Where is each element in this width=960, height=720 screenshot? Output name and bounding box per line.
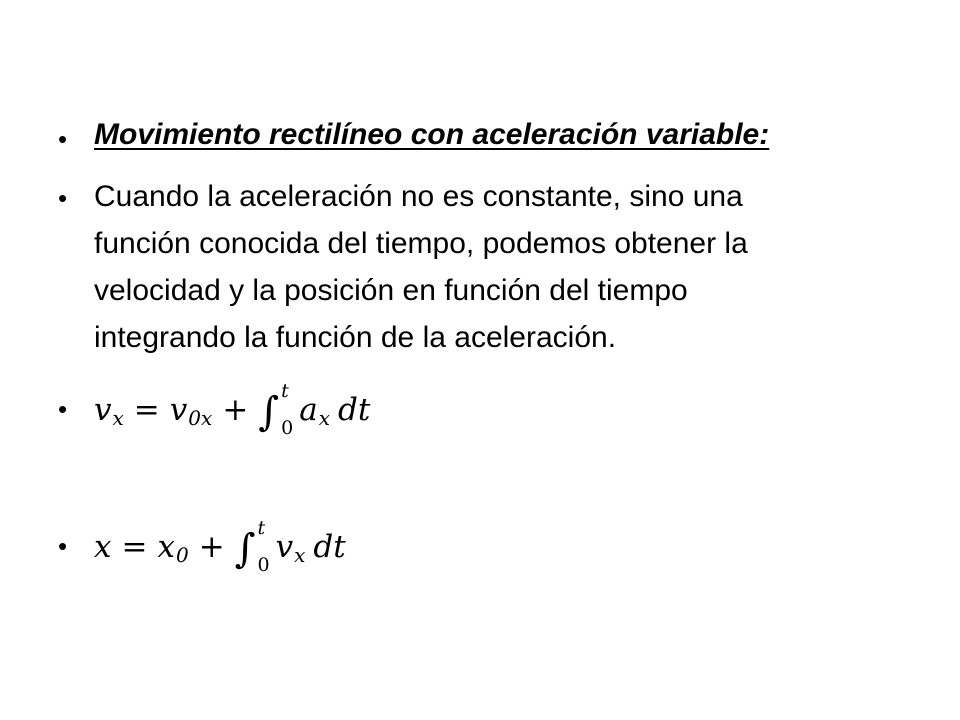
eq2-plus: +: [198, 529, 225, 565]
equation-velocity: [94, 378, 914, 442]
eq1-lhs-sub: x: [112, 406, 124, 430]
integral-sign-icon: ∫: [258, 389, 280, 435]
eq1-upper-limit: t: [281, 380, 289, 402]
eq1-lower-limit: 0: [281, 417, 294, 439]
bullet-dot: •: [58, 183, 68, 213]
eq1-differential: dt: [338, 392, 371, 428]
eq2-equals: =: [121, 529, 148, 565]
bullet-dot: •: [58, 394, 68, 424]
eq1-plus: +: [222, 392, 249, 428]
slide-paragraph: Cuando la aceleración no es constante, sino una función conocida del tiempo, podemos obtener la velocidad y la posición en función del tiempo integrando la función de la aceleración.: [94, 180, 748, 354]
eq2-integrand-var: v: [275, 529, 294, 565]
bullet-dot: •: [58, 531, 68, 561]
eq1-equals: =: [133, 392, 160, 428]
eq2-lower-limit: 0: [257, 554, 270, 576]
eq2-upper-limit: t: [257, 517, 266, 539]
eq2-term-var: x: [157, 529, 175, 565]
eq1-integral: [258, 382, 293, 438]
eq1-term-var: v: [169, 392, 188, 428]
eq2-lhs-var: x: [94, 529, 112, 565]
integral-sign-icon: ∫: [234, 526, 256, 572]
eq2-limits: [258, 519, 270, 575]
eq1-limits: [281, 382, 293, 438]
eq2-integral: [235, 519, 270, 575]
eq1-term-sub: 0x: [188, 406, 213, 430]
eq2-integrand-sub: x: [294, 543, 306, 567]
heading-text-wrap: [94, 118, 914, 152]
bullet-dot: •: [58, 124, 68, 154]
eq1-integrand-sub: x: [318, 406, 330, 430]
equation-position: [94, 515, 914, 579]
slide-heading: Movimiento rectilíneo con aceleración variable:: [94, 118, 770, 151]
eq2-term-sub: 0: [175, 543, 189, 567]
eq2-differential: dt: [313, 529, 346, 565]
eq1-integrand-var: a: [299, 392, 318, 428]
eq1-lhs-var: v: [94, 392, 112, 428]
